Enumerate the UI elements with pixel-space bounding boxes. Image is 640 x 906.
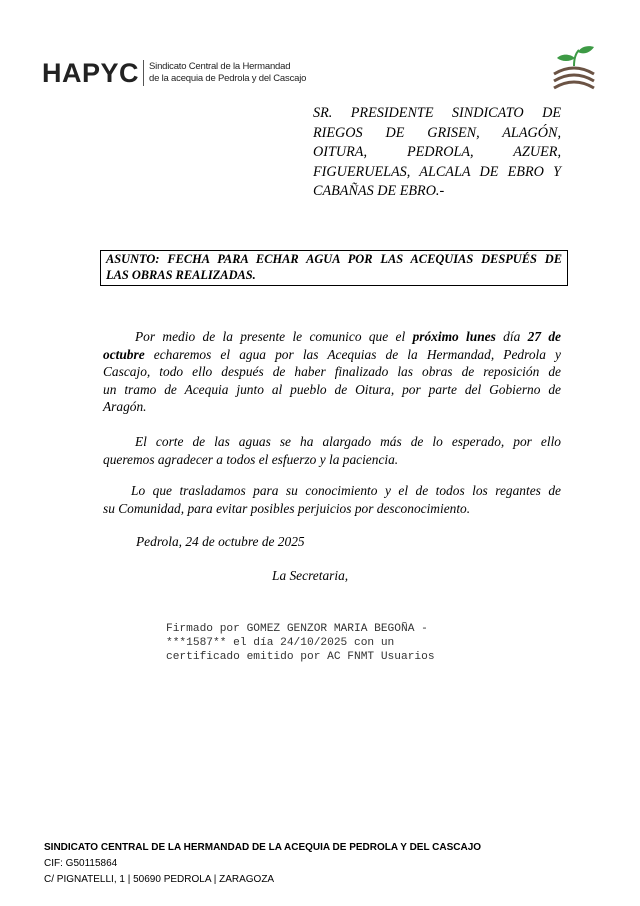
- paragraph-line: Lo que trasladamos para su conocimiento y el de todos los regantes de: [131, 483, 561, 498]
- logo-subtitle-line-2: de la acequia de Pedrola y del Cascajo: [149, 73, 307, 84]
- logo-subtitle: [149, 61, 306, 85]
- body-paragraph-2: [103, 433, 561, 468]
- paragraph-line: Aragón.: [103, 399, 147, 414]
- logo-subtitle-line-1: Sindicato Central de la Hermandad: [149, 61, 291, 72]
- footer-organization: SINDICATO CENTRAL DE LA HERMANDAD DE LA ACEQUIA DE PEDROLA Y DEL CASCAJO: [44, 842, 482, 853]
- paragraph-line: queremos agradecer a todos el esfuerzo y la paciencia.: [103, 451, 399, 467]
- addressee-line: RIEGOS DE GRISEN, ALAGÓN,: [313, 124, 561, 141]
- paragraph-line: su Comunidad, para evitar posibles perjuicios por desconocimiento.: [103, 500, 471, 516]
- emphasis-month: octubre: [103, 346, 145, 362]
- date-line: Pedrola, 24 de octubre de 2025: [136, 534, 305, 549]
- logo-wordmark: HAPYC: [42, 58, 140, 88]
- footer-cif: CIF: G50115864: [44, 858, 118, 869]
- digital-signature-block: [166, 622, 486, 664]
- footer-address: C/ PIGNATELLI, 1 | 50690 PEDROLA | ZARAGOZA: [44, 874, 275, 885]
- sprout-emblem-icon: [552, 44, 596, 90]
- paragraph-line: Cascajo, todo ello después de haber finalizado las obras de reposición de: [103, 364, 561, 379]
- addressee-line: FIGUERUELAS, ALCALA DE EBRO Y: [313, 163, 561, 180]
- paragraph-line: un tramo de Acequia junto al pueblo de Oitura, por parte del Gobierno de: [103, 381, 561, 397]
- paragraph-line: octubre echaremos el agua por las Acequias de la Hermandad, Pedrola y: [103, 346, 561, 362]
- addressee-line: SR. PRESIDENTE SINDICATO DE: [313, 105, 561, 121]
- signature-line: Firmado por GOMEZ GENZOR MARIA BEGOÑA -: [166, 623, 428, 635]
- logo-divider: [143, 60, 144, 86]
- addressee-line: OITURA, PEDROLA, AZUER,: [313, 144, 561, 160]
- body-paragraph-3: [103, 482, 561, 517]
- body-paragraph-1: [103, 328, 561, 416]
- emphasis-date: 27 de: [527, 329, 561, 344]
- footer: [44, 840, 481, 888]
- emphasis-proximo-lunes: próximo lunes: [412, 329, 496, 344]
- subject-box: [100, 250, 568, 286]
- hapyc-logo: [42, 58, 306, 88]
- subject-line: ASUNTO: FECHA PARA ECHAR AGUA POR LAS ACEQUIAS DESPUÉS DE: [106, 252, 562, 266]
- closing-signatory: La Secretaria,: [272, 568, 349, 583]
- addressee-line: CABAÑAS DE EBRO.-: [313, 183, 445, 199]
- paragraph-line: Por medio de la presente le comunico que el próximo lunes día 27 de: [135, 329, 561, 344]
- addressee-block: [313, 104, 561, 202]
- paragraph-line: El corte de las aguas se ha alargado más de lo esperado, por ello: [135, 434, 561, 449]
- signature-line: ***1587** el día 24/10/2025 con un: [166, 637, 395, 649]
- subject-line: LAS OBRAS REALIZADAS.: [106, 267, 256, 282]
- signature-line: certificado emitido por AC FNMT Usuarios: [166, 651, 435, 663]
